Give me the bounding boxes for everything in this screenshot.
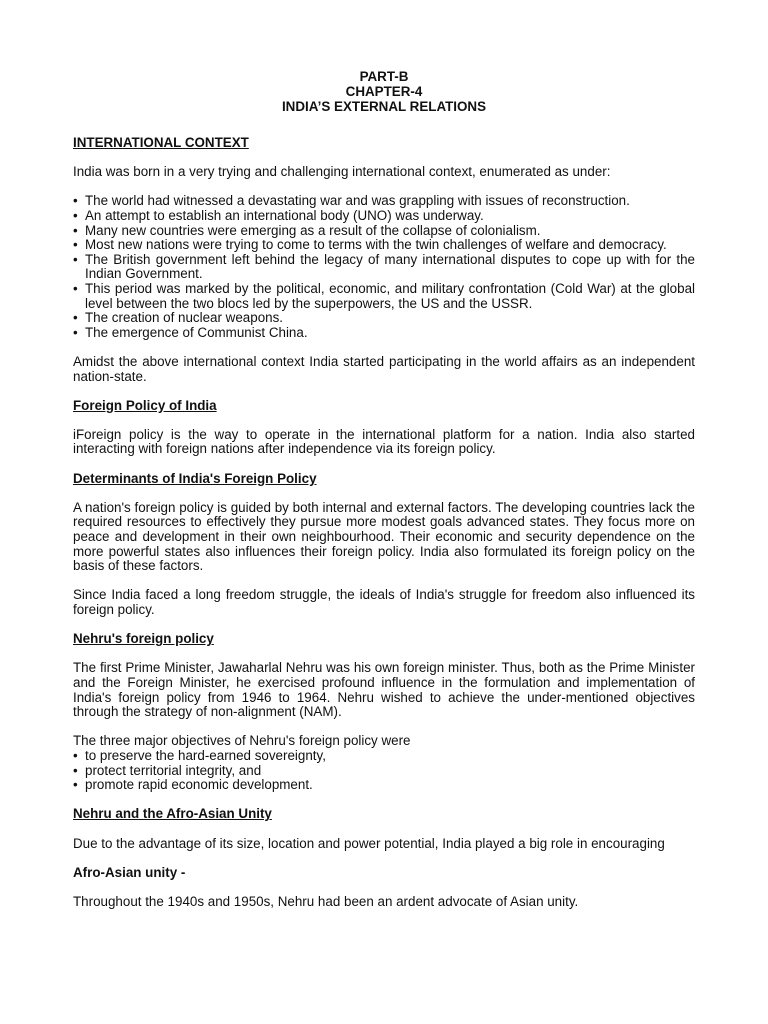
nehru-objectives-intro: The three major objectives of Nehru's foreign policy were: [73, 733, 411, 749]
international-context-closing: Amidst the above international context India started participating in the world affairs as an independent nation-state.: [73, 353, 695, 384]
bullet-icon: •: [73, 222, 78, 238]
list-item: • The creation of nuclear weapons.: [73, 310, 284, 326]
afro-asian-subtext: Throughout the 1940s and 1950s, Nehru had been an ardent advocate of Asian unity.: [73, 893, 579, 909]
section-heading-foreign-policy: Foreign Policy of India: [73, 397, 217, 413]
list-item: • This period was marked by the political, economic, and military confrontation (Cold War) at the global level between the two blocs led by the superpowers, the US and the USSR.: [73, 280, 695, 311]
list-item: • promote rapid economic development.: [73, 777, 313, 793]
chapter-title: INDIA’S EXTERNAL RELATIONS: [281, 99, 487, 114]
section-heading-nehru-policy: Nehru's foreign policy: [73, 631, 214, 647]
bullet-icon: •: [73, 310, 78, 326]
bullet-icon: •: [73, 207, 78, 223]
list-item: • protect territorial integrity, and: [73, 762, 262, 778]
bullet-icon: •: [73, 324, 78, 340]
section-heading-international-context: INTERNATIONAL CONTEXT: [73, 135, 249, 150]
section-heading-determinants: Determinants of India's Foreign Policy: [73, 470, 317, 486]
determinants-paragraph-1: A nation's foreign policy is guided by both internal and external factors. The developing countries lack the required resources to effectively they pursue more modest goals advanced states. They focus more on peace and development in their own neighbourhood. Their economic and security dependence on the more powerful states also influences their foreign policy. India also formulated its foreign policy on the basis of these factors.: [73, 499, 695, 574]
list-item: • An attempt to establish an international body (UNO) was underway.: [73, 207, 484, 223]
afro-asian-text: Due to the advantage of its size, location and power potential, India played a big role in encouraging: [73, 835, 665, 851]
chapter-heading: [73, 69, 695, 114]
section-heading-afro-asian-unity: Nehru and the Afro-Asian Unity: [73, 806, 272, 822]
list-item: • The British government left behind the legacy of many international disputes to cope up with for the Indian Government.: [73, 251, 695, 282]
nehru-policy-paragraph: The first Prime Minister, Jawaharlal Nehru was his own foreign minister. Thus, both as the Prime Minister and the Foreign Minister, he exercised profound influence in the formulation and implementation of India's foreign policy from 1946 to 1964. Nehru wished to achieve the under-mentioned objectives through the strategy of non-alignment (NAM).: [73, 660, 695, 720]
list-item: • to preserve the hard-earned sovereignty,: [73, 747, 326, 763]
bullet-icon: •: [73, 251, 78, 267]
part-label: PART-B: [359, 69, 409, 84]
chapter-label: CHAPTER-4: [345, 84, 423, 99]
document-page: [73, 69, 695, 909]
nehru-objectives-list: [73, 749, 695, 793]
bullet-icon: •: [73, 747, 78, 763]
determinants-paragraph-2: Since India faced a long freedom struggle, the ideals of India's struggle for freedom also influenced its foreign policy.: [73, 587, 695, 617]
bullet-icon: •: [73, 237, 78, 253]
list-item: • Many new countries were emerging as a result of the collapse of colonialism.: [73, 222, 541, 238]
foreign-policy-text: iForeign policy is the way to operate in the international platform for a nation. India also started interacting with foreign nations after independence via its foreign policy.: [73, 426, 695, 457]
list-item: • The emergence of Communist China.: [73, 324, 308, 340]
international-context-list: [73, 194, 695, 340]
bullet-icon: •: [73, 777, 78, 793]
bullet-icon: •: [73, 762, 78, 778]
bullet-icon: •: [73, 280, 78, 296]
international-context-intro: India was born in a very trying and challenging international context, enumerated as under:: [73, 164, 611, 180]
list-item: • The world had witnessed a devastating war and was grappling with issues of reconstruction.: [73, 193, 630, 209]
bullet-icon: •: [73, 193, 78, 209]
list-item: • Most new nations were trying to come to terms with the twin challenges of welfare and democracy.: [73, 237, 667, 253]
subheading-afro-asian-unity: Afro-Asian unity -: [73, 864, 186, 880]
